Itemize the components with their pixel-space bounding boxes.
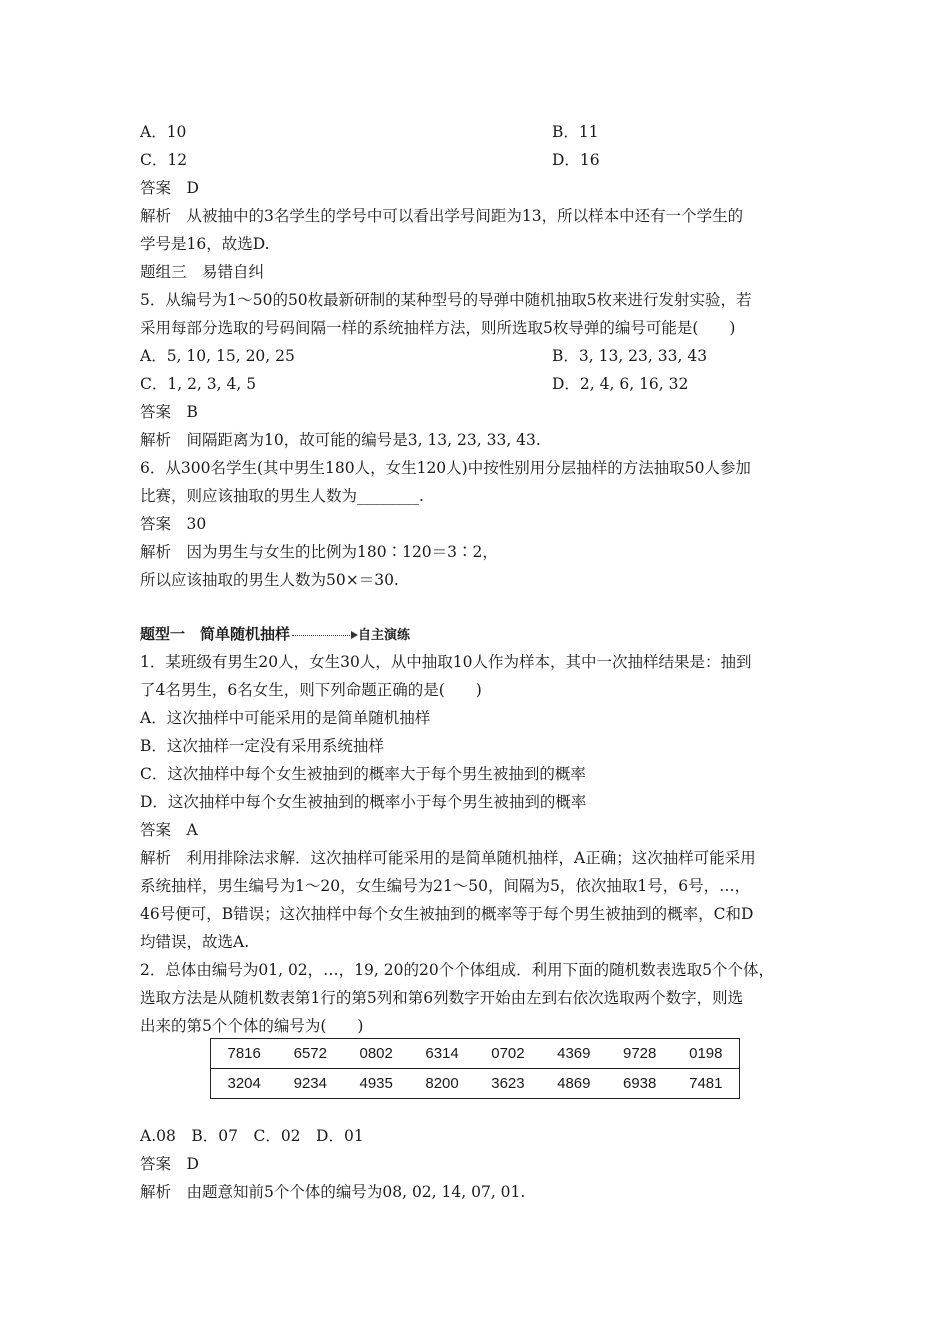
q6-analysis-line: 所以应该抽取的男生人数为50×＝30. xyxy=(140,571,399,589)
q4-option-row xyxy=(140,150,600,170)
random-number-table xyxy=(210,1038,740,1099)
p1-analysis-line: 46号便可，B错误；这次抽样中每个女生被抽到的概率等于每个男生被抽到的概率，C和D xyxy=(140,905,754,923)
q4-option-b: B．11 xyxy=(552,123,599,141)
table-cell: 7481 xyxy=(689,1075,723,1092)
table-cell: 3204 xyxy=(227,1075,261,1092)
q4-option-c: C．12 xyxy=(140,151,188,169)
q5-option-row xyxy=(140,346,708,366)
q4-analysis-line: 学号是16，故选D. xyxy=(140,235,270,253)
q4-answer: 答案 D xyxy=(140,179,199,197)
q5-stem-line: 5．从编号为1～50的50枚最新研制的某种型号的导弹中随机抽取5枚来进行发射实验，若 xyxy=(140,291,752,309)
q6-stem-line: 比赛，则应该抽取的男生人数为________. xyxy=(140,487,424,505)
q4-analysis-line: 解析 从被抽中的3名学生的学号中可以看出学号间距为13，所以样本中还有一个学生的 xyxy=(140,207,744,225)
q5-option-b: B．3, 13, 23, 33, 43 xyxy=(552,347,708,365)
p2-analysis: 解析 由题意知前5个个体的编号为08, 02, 14, 07, 01. xyxy=(140,1183,526,1201)
table-cell: 6314 xyxy=(409,1039,475,1069)
p1-stem-line: 1．某班级有男生20人，女生30人，从中抽取10人作为样本，其中一次抽样结果是：抽到 xyxy=(140,653,752,671)
q6-answer: 答案 30 xyxy=(140,515,207,533)
table-cell: 0198 xyxy=(673,1039,740,1069)
table-cell: 9728 xyxy=(607,1039,673,1069)
section-header xyxy=(140,624,410,646)
section-title: 题型一 简单随机抽样 xyxy=(140,625,291,643)
q5-answer: 答案 B xyxy=(140,403,198,421)
table-row xyxy=(211,1069,740,1099)
q6-stem-line: 6．从300名学生(其中男生180人，女生120人)中按性别用分层抽样的方法抽取50人参加 xyxy=(140,459,751,477)
p2-options: A.08 B．07 C．02 D．01 xyxy=(140,1127,364,1145)
p1-option: A．这次抽样中可能采用的是简单随机抽样 xyxy=(140,709,431,727)
p1-option: C．这次抽样中每个女生被抽到的概率大于每个男生被抽到的概率 xyxy=(140,765,586,783)
table-cell: 6938 xyxy=(622,1075,657,1092)
p2-stem-line: 2．总体由编号为01, 02，…，19, 20的20个个体组成．利用下面的随机数表选取5个个体， xyxy=(140,961,775,979)
p2-stem-line: 选取方法是从随机数表第1行的第5列和第6列数字开始由左到右依次选取两个数字，则选 xyxy=(140,989,744,1007)
q6-analysis-line: 解析 因为男生与女生的比例为180∶120＝3∶2， xyxy=(140,543,498,561)
q5-option-d: D．2, 4, 6, 16, 32 xyxy=(552,375,689,393)
p1-analysis-line: 系统抽样，男生编号为1～20，女生编号为21～50，间隔为5，依次抽取1号，6号，…， xyxy=(140,877,751,895)
p1-option: B．这次抽样一定没有采用系统抽样 xyxy=(140,737,384,755)
p2-stem-line: 出来的第5个个体的编号为( ) xyxy=(140,1017,364,1035)
q4-option-row xyxy=(140,122,599,142)
p1-analysis-line: 解析 利用排除法求解．这次抽样可能采用的是简单随机抽样，A正确；这次抽样可能采用 xyxy=(140,849,756,867)
p1-option: D．这次抽样中每个女生被抽到的概率小于每个男生被抽到的概率 xyxy=(140,793,587,811)
p2-answer: 答案 D xyxy=(140,1155,199,1173)
q5-option-c: C．1, 2, 3, 4, 5 xyxy=(140,375,257,393)
group3-title: 题组三 易错自纠 xyxy=(140,263,265,281)
p1-stem-line: 了4名男生，6名女生，则下列命题正确的是( ) xyxy=(140,681,482,699)
table-cell: 6572 xyxy=(277,1039,343,1069)
table-cell: 4935 xyxy=(359,1075,393,1092)
table-cell: 0702 xyxy=(475,1039,541,1069)
table-cell: 4869 xyxy=(557,1075,591,1092)
table-row xyxy=(211,1039,740,1069)
table-cell: 7816 xyxy=(211,1039,278,1069)
q5-analysis: 解析 间隔距离为10，故可能的编号是3, 13, 23, 33, 43. xyxy=(140,431,541,449)
q4-option-d: D．16 xyxy=(552,151,600,169)
p1-analysis-line: 均错误，故选A. xyxy=(140,933,250,951)
table-cell: 3623 xyxy=(491,1075,525,1092)
section-tag: 自主演练 xyxy=(358,628,411,643)
table-cell: 8200 xyxy=(425,1075,459,1092)
arrow-icon xyxy=(292,629,358,641)
p1-answer: 答案 A xyxy=(140,821,198,839)
q5-stem-line: 采用每部分选取的号码间隔一样的系统抽样方法，则所选取5枚导弹的编号可能是( ) xyxy=(140,319,736,337)
table-cell: 9234 xyxy=(293,1075,327,1092)
table-cell: 0802 xyxy=(343,1039,409,1069)
table-cell: 4369 xyxy=(541,1039,607,1069)
q4-option-a: A．10 xyxy=(140,123,187,141)
q5-option-row xyxy=(140,374,689,394)
q5-option-a: A．5, 10, 15, 20, 25 xyxy=(140,347,295,365)
